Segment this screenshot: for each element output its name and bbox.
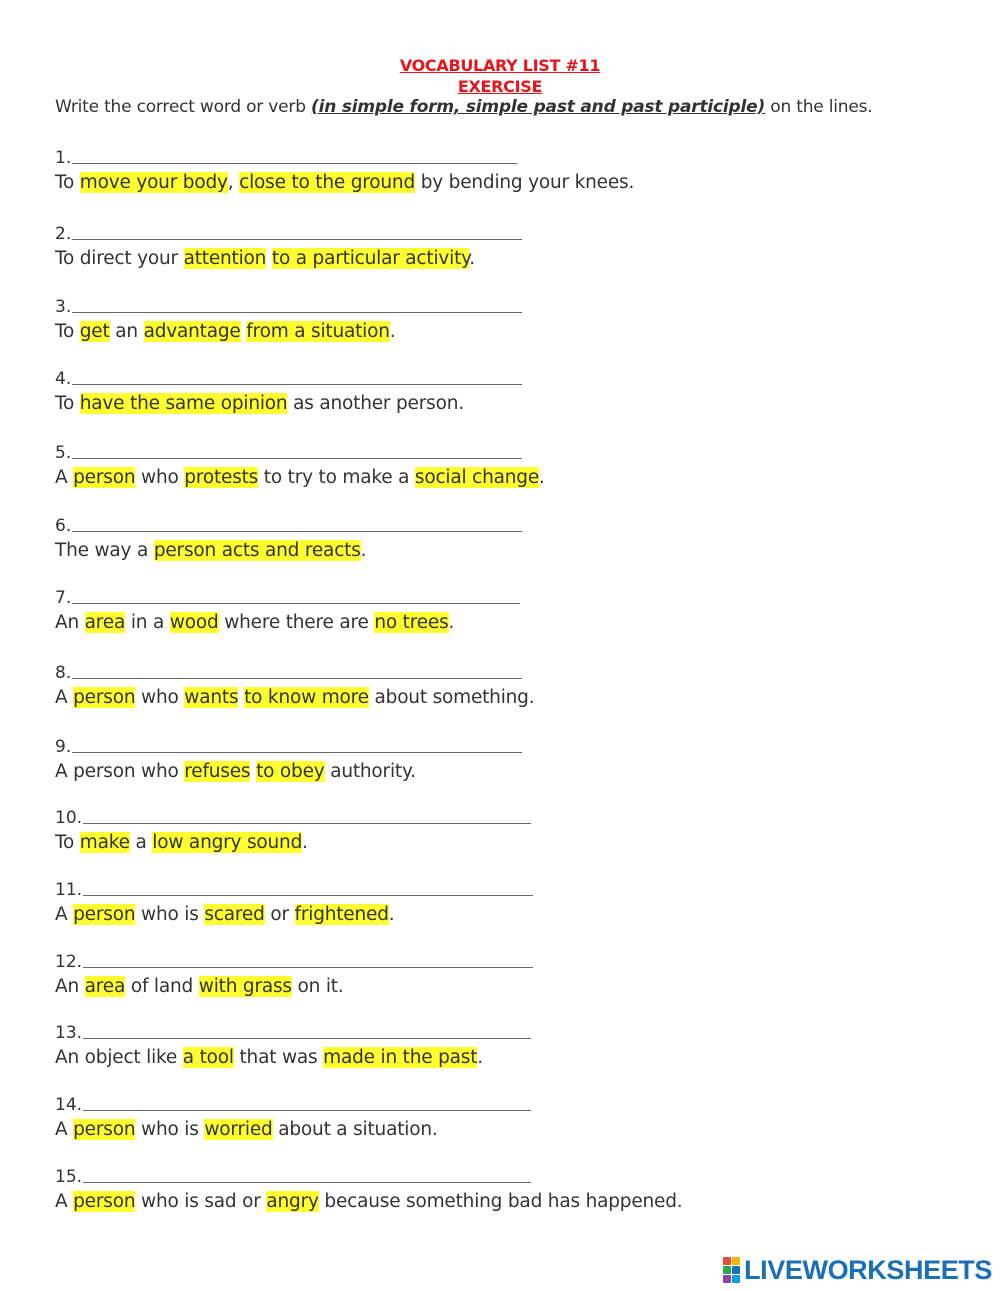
liveworksheets-mark-icon [723,1257,740,1283]
definition-text: To direct your [55,248,184,269]
highlighted-text: worried [204,1119,273,1140]
definition [55,170,634,196]
highlighted-text: person acts and reacts [153,540,361,561]
exercise-item [55,1165,682,1215]
definition-text: A [55,467,74,488]
highlighted-text: no trees [374,612,449,633]
answer-blank[interactable] [72,442,522,459]
highlighted-text: a tool [182,1047,234,1068]
logo-text: LIVEWORKSHEETS [744,1254,992,1285]
exercise-item [55,1093,531,1143]
highlighted-text: with grass [198,976,292,997]
highlighted-text: to obey [256,761,325,782]
answer-line [55,295,522,319]
definition-text: a [129,832,153,853]
definition [55,610,520,636]
definition-text: . [448,612,455,633]
answer-blank[interactable] [72,296,522,313]
item-number: 13. [55,1023,83,1043]
highlighted-text: person [73,467,136,488]
highlighted-text: to a particular activity [271,248,470,269]
item-number: 6. [55,516,72,536]
logo-square [723,1275,731,1283]
exercise-item [55,295,522,345]
highlighted-text: made in the past [323,1047,478,1068]
highlighted-text: scared [204,904,265,925]
item-number: 9. [55,737,72,757]
definition-text: To [55,832,80,853]
answer-line [55,586,520,610]
definition-text: . [539,467,545,488]
instructions [55,97,872,117]
item-number: 1. [55,148,72,168]
worksheet-subtitle: EXERCISE [457,77,543,96]
answer-line [55,806,531,830]
highlighted-text: person [73,687,136,708]
definition-text: who [135,467,185,488]
answer-blank[interactable] [72,368,522,385]
highlighted-text: social change [414,467,540,488]
definition-text: An [55,612,85,633]
exercise-item [55,806,531,856]
definition-text: an [109,321,144,342]
definition [55,830,531,856]
definition-text: about something. [368,687,535,708]
definition [55,319,522,345]
highlighted-text: wants [184,687,239,708]
highlighted-text: refuses [184,761,251,782]
definition-text: on it. [291,976,344,997]
highlighted-text: close to the ground [239,172,416,193]
definition-text: because something bad has happened. [318,1191,683,1212]
answer-blank[interactable] [83,951,533,968]
answer-line [55,441,545,465]
definition-text: A person who [55,761,185,782]
definition-text: , [227,172,240,193]
highlighted-text: area [84,976,126,997]
instructions-text: Write the correct word or verb [55,97,312,117]
exercise-item [55,441,545,491]
exercise-item [55,950,533,1000]
answer-line [55,222,522,246]
answer-line [55,1093,531,1117]
answer-blank[interactable] [83,1022,531,1039]
exercise-item [55,878,533,928]
answer-line [55,514,522,538]
answer-line [55,735,522,759]
definition-text: . [302,832,308,853]
answer-blank[interactable] [72,587,520,604]
answer-blank[interactable] [83,1094,531,1111]
definition-text: of land [125,976,199,997]
highlighted-text: advantage [143,321,241,342]
answer-blank[interactable] [83,807,531,824]
exercise-item [55,146,634,196]
answer-line [55,661,534,685]
answer-line [55,1021,531,1045]
logo-square [732,1257,740,1265]
highlighted-text: frightened [294,904,389,925]
definition-text: The way a [55,540,154,561]
item-number: 12. [55,952,83,972]
definition-text: by bending your knees. [415,172,635,193]
answer-line [55,367,522,391]
definition-text: that was [233,1047,324,1068]
definition-text: authority. [324,761,416,782]
definition-text: To [55,172,80,193]
highlighted-text: have the same opinion [79,393,288,414]
item-number: 2. [55,224,72,244]
highlighted-text: person [73,904,136,925]
highlighted-text: area [84,612,126,633]
definition [55,1189,682,1215]
item-number: 3. [55,297,72,317]
definition [55,685,534,711]
definition-text: who is sad or [135,1191,267,1212]
definition [55,974,533,1000]
exercise-item [55,222,522,272]
highlighted-text: move your body [79,172,228,193]
liveworksheets-logo [723,1255,992,1285]
logo-square [732,1266,740,1274]
definition-text: To [55,393,80,414]
answer-blank[interactable] [83,879,533,896]
instructions-text-end: on the lines. [765,97,873,117]
item-number: 15. [55,1167,83,1187]
definition-text: A [55,904,74,925]
definition-text: or [264,904,295,925]
definition-text: A [55,1191,74,1212]
exercise-item [55,1021,531,1071]
definition [55,538,522,564]
answer-line [55,950,533,974]
answer-blank[interactable] [83,1166,531,1183]
logo-square [732,1275,740,1283]
item-number: 4. [55,369,72,389]
definition [55,391,522,417]
item-number: 14. [55,1095,83,1115]
exercise-item [55,586,520,636]
item-number: 7. [55,588,72,608]
definition-text: who is [135,904,205,925]
definition-text: An object like [55,1047,183,1068]
definition-text: . [477,1047,483,1068]
definition [55,902,533,928]
definition-text: . [360,540,367,561]
definition-text: . [389,321,396,342]
definition-text: An [55,976,85,997]
logo-square [723,1257,731,1265]
highlighted-text: protests [184,467,259,488]
highlighted-text: person [73,1119,136,1140]
item-number: 8. [55,663,72,683]
definition-text: about a situation. [272,1119,438,1140]
answer-line [55,878,533,902]
highlighted-text: person [73,1191,136,1212]
definition-text: where there are [218,612,375,633]
definition-text: who [135,687,185,708]
definition [55,1117,531,1143]
answer-blank[interactable] [72,515,522,532]
answer-blank[interactable] [72,662,522,679]
exercise-item [55,514,522,564]
definition-text: as another person. [287,393,464,414]
definition-text: to try to make a [258,467,415,488]
answer-line [55,146,634,170]
answer-blank[interactable] [72,736,522,753]
definition-text: who is [135,1119,205,1140]
definition-text: A [55,1119,74,1140]
definition-text: . [388,904,395,925]
definition-text: A [55,687,74,708]
definition [55,246,522,272]
exercise-item [55,661,534,711]
highlighted-text: low angry sound [152,832,303,853]
definition-text: in a [125,612,170,633]
worksheet-title: VOCABULARY LIST #11 [399,56,601,75]
highlighted-text: make [79,832,130,853]
definition [55,1045,531,1071]
item-number: 11. [55,880,83,900]
item-number: 10. [55,808,83,828]
definition-text: . [469,248,475,269]
answer-blank[interactable] [72,147,517,164]
highlighted-text: from a situation [246,321,390,342]
highlighted-text: get [79,321,110,342]
answer-line [55,1165,682,1189]
highlighted-text: to know more [244,687,369,708]
definition [55,759,522,785]
answer-blank[interactable] [72,223,522,240]
logo-square [723,1266,731,1274]
highlighted-text: attention [183,248,267,269]
item-number: 5. [55,443,72,463]
highlighted-text: wood [169,612,219,633]
instructions-emphasis: (in simple form, simple past and past participle) [311,97,766,117]
definition-text: To [55,321,80,342]
definition [55,465,545,491]
highlighted-text: angry [266,1191,319,1212]
exercise-item [55,735,522,785]
exercise-item [55,367,522,417]
